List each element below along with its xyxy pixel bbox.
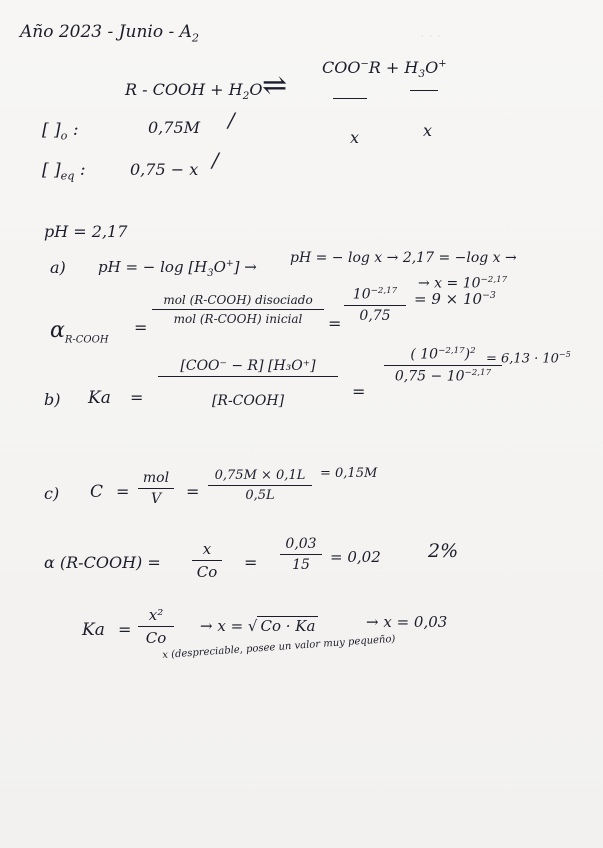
concentration-numeric-fraction: 0,75M × 0,1L 0,5L <box>208 468 312 503</box>
ka-c-symbol: Ka <box>82 620 105 640</box>
approximation-note: x (despreciable, posee un valor muy pequeño) <box>162 633 396 661</box>
ka-c-fraction: x² Co <box>138 606 174 647</box>
alpha-c-equals: = <box>244 553 258 572</box>
part-b-label: b) <box>44 390 61 409</box>
part-a-x-result: → $x = 10^{-2,17}$ <box>418 275 508 292</box>
concentration-equals-2: = <box>186 482 200 501</box>
ka-equals-2: = <box>352 382 366 401</box>
equilibrium-conc-value: 0,75 − x <box>130 160 199 179</box>
part-a-ph-formula: pH = − $\log [H_3O^+]$ → <box>98 258 257 279</box>
ka-numeric-fraction: ( $10^{-2,17})^2$ $0,75 - 10^{-2,17}$ <box>384 346 502 384</box>
alpha-equals-2: = <box>328 314 342 333</box>
ph-value: pH = 2,17 <box>44 222 128 241</box>
product1-x: x <box>350 128 360 147</box>
ka-equals: = <box>130 388 144 407</box>
reaction-products: $COO^-R + H_3O^+$ <box>322 58 447 81</box>
page-title: Año 2023 - Junio - $A_2$ <box>20 22 200 45</box>
check-mark: / <box>212 148 219 172</box>
underline-product1 <box>333 98 367 99</box>
part-a-log-step: pH = − log x → 2,17 = −log x → <box>290 250 517 266</box>
ka-symbol: Ka <box>88 388 111 408</box>
alpha-c-lhs: α (R-COOH) = <box>44 553 161 572</box>
alpha-result: = $9 \times 10^{-3}$ <box>414 290 496 308</box>
ka-c-equals: = <box>118 620 132 639</box>
check-mark: / <box>228 108 235 132</box>
ka-c-x-result: → x = 0,03 <box>366 613 448 631</box>
ka-definition-fraction: [COO⁻ − R] [H₃O⁺] [R-COOH] <box>158 358 338 409</box>
equilibrium-arrow: ⇌ <box>262 68 288 103</box>
initial-conc-value: 0,75M <box>148 118 201 137</box>
underline-product2 <box>410 90 438 91</box>
alpha-numeric-fraction: $10^{-2,17}$ 0,75 <box>344 286 406 324</box>
concentration-result: = 0,15M <box>320 466 378 481</box>
concentration-definition-fraction: mol V <box>138 470 174 507</box>
alpha-c-definition-fraction: x Co <box>192 540 222 581</box>
ka-c-root-step: → x = √ Co · Ka <box>200 617 318 635</box>
alpha-symbol: $\alpha_{R-COOH}$ <box>50 318 109 346</box>
alpha-equals: = <box>134 318 148 337</box>
bleed-through-text: · · · <box>420 30 441 45</box>
part-a-label: a) <box>50 258 66 277</box>
concentration-equals: = <box>116 482 130 501</box>
initial-conc-label: [ ]$_o$ : <box>42 120 79 143</box>
ka-result: = $6,13 \cdot 10^{-5}$ <box>486 350 571 367</box>
equilibrium-conc-label: [ ]$_{eq}$ : <box>42 160 86 183</box>
alpha-c-percent: 2% <box>428 540 459 562</box>
reaction-reactants: R - COOH + $H_2O$ <box>125 80 263 103</box>
alpha-definition-fraction: mol (R-COOH) disociado mol (R-COOH) inicial <box>152 293 324 326</box>
alpha-c-numeric-fraction: 0,03 15 <box>280 536 322 573</box>
part-c-label: c) <box>44 484 60 503</box>
concentration-symbol: C <box>90 482 104 502</box>
alpha-c-result: = 0,02 <box>330 548 381 566</box>
product2-x: x <box>423 121 433 140</box>
